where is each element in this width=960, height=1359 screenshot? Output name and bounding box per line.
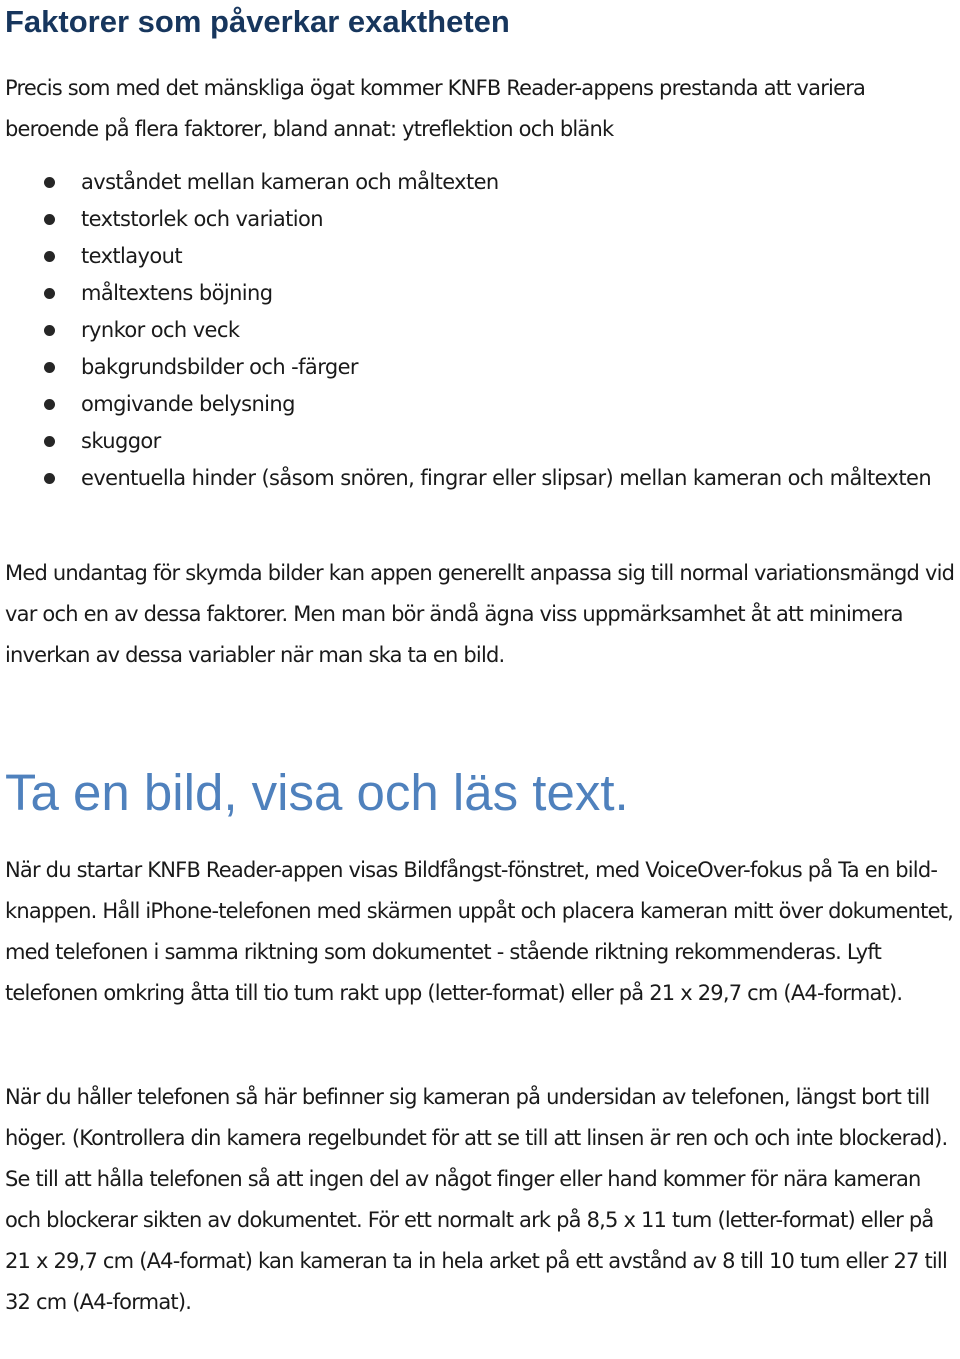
factor-list — [5, 164, 957, 496]
body-paragraph-3: När du håller telefonen så här befinner sig kameran på undersidan av telefonen, längst bort till höger. (Kontrollera din kamera regelbundet för att se till att linsen är ren och och inte blockerad). Se till att hålla telefonen så att ingen del av något finger eller hand kommer för nära kameran och blockerar sikten av dokumentet. För ett normalt ark på 8,5 x 11 tum (letter-format) eller på 21 x 29,7 cm (A4-format) kan kameran ta in hela arket på ett avstånd av 8 till 10 tum eller 27 till 32 cm (A4-format). — [5, 1085, 948, 1314]
list-item-text: skuggor — [81, 429, 161, 453]
list-item — [5, 201, 957, 238]
list-item — [5, 164, 957, 201]
bullet-icon — [44, 362, 55, 373]
section-heading-2: Ta en bild, visa och läs text. — [5, 764, 629, 821]
section-heading: Faktorer som påverkar exaktheten — [5, 4, 510, 39]
list-item-text: rynkor och veck — [81, 318, 240, 342]
list-item-text: måltextens böjning — [81, 281, 273, 305]
list-item-text: eventuella hinder (såsom snören, fingrar eller slipsar) mellan kameran och måltexten — [81, 466, 932, 490]
body-paragraph-2: När du startar KNFB Reader-appen visas Bildfångst-fönstret, med VoiceOver-fokus på Ta en bild-knappen. Håll iPhone-telefonen med skärmen uppåt och placera kameran mitt över dokumentet, med telefonen i samma riktning som dokumentet - stående riktning rekommenderas. Lyft telefonen omkring åtta till tio tum rakt upp (letter-format) eller på 21 x 29,7 cm (A4-format). — [5, 858, 954, 1005]
bullet-icon — [44, 436, 55, 447]
list-item — [5, 238, 957, 275]
bullet-icon — [44, 288, 55, 299]
list-item-text: avståndet mellan kameran och måltexten — [81, 170, 499, 194]
list-item — [5, 423, 957, 460]
bullet-icon — [44, 177, 55, 188]
bullet-icon — [44, 325, 55, 336]
list-item-text: bakgrundsbilder och -färger — [81, 355, 358, 379]
list-item-text: textstorlek och variation — [81, 207, 323, 231]
list-item — [5, 349, 957, 386]
list-item — [5, 275, 957, 312]
intro-paragraph: Precis som med det mänskliga ögat kommer KNFB Reader-appens prestanda att variera beroende på flera faktorer, bland annat: ytreflektion och blänk — [5, 76, 866, 141]
body-paragraph-1: Med undantag för skymda bilder kan appen generellt anpassa sig till normal variationsmängd vid var och en av dessa faktorer. Men man bör ändå ägna viss uppmärksamhet åt att minimera inverkan av dessa variabler när man ska ta en bild. — [5, 561, 955, 667]
bullet-icon — [44, 399, 55, 410]
bullet-icon — [44, 251, 55, 262]
bullet-icon — [44, 214, 55, 225]
list-item-text: omgivande belysning — [81, 392, 295, 416]
list-item-text: textlayout — [81, 244, 182, 268]
bullet-icon — [44, 473, 55, 484]
list-item — [5, 386, 957, 423]
list-item — [5, 460, 957, 496]
list-item — [5, 312, 957, 349]
